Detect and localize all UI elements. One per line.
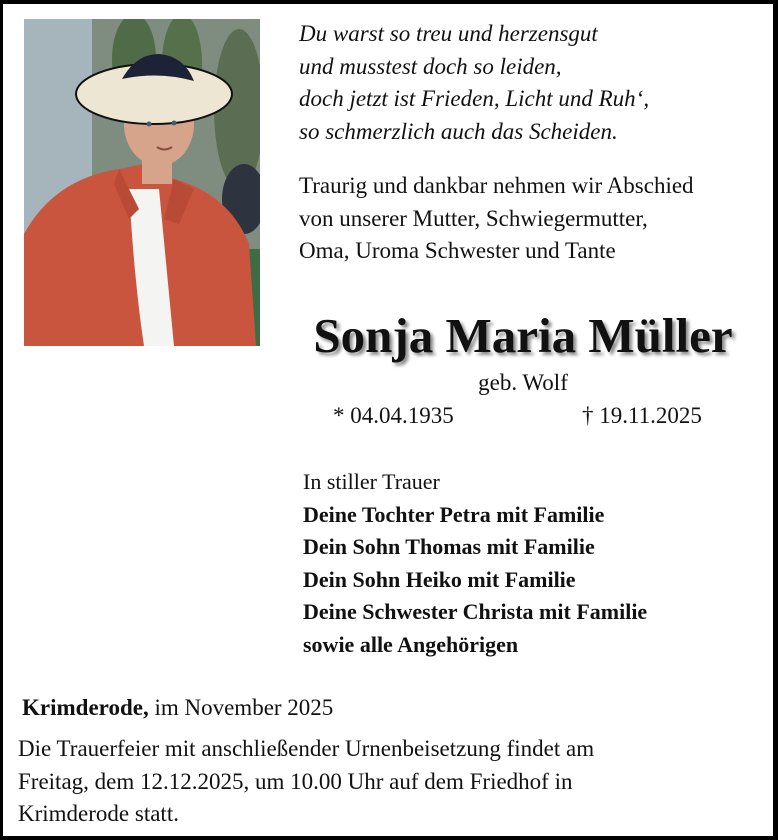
mourner-item: Deine Schwester Christa mit Familie — [303, 599, 648, 624]
place-name: Krimderode, — [22, 695, 149, 720]
mourners-block — [303, 466, 647, 661]
death-date: † 19.11.2025 — [582, 403, 702, 428]
deceased-name: Sonja Maria Müller — [313, 308, 733, 363]
mourning-heading: In stiller Trauer — [303, 469, 440, 494]
life-dates — [333, 400, 733, 432]
mourner-item: Deine Tochter Petra mit Familie — [303, 501, 605, 527]
mourner-item: Dein Sohn Thomas mit Familie — [303, 534, 595, 559]
intro-line: Traurig und dankbar nehmen wir Abschied — [299, 173, 694, 198]
poem-line: Du warst so treu und herzensgut — [299, 21, 598, 46]
farewell-intro — [299, 170, 694, 268]
mourners-list — [303, 499, 647, 662]
ceremony-line: Freitag, dem 12.12.2025, um 10.00 Uhr auf dem Friedhof in — [18, 768, 573, 794]
place-and-date — [22, 692, 333, 724]
publication-date: im November 2025 — [148, 695, 334, 720]
mourner-item: sowie alle Angehörigen — [303, 631, 519, 657]
poem-line: doch jetzt ist Frieden, Licht und Ruh‘, — [299, 86, 650, 111]
portrait-image — [24, 19, 260, 346]
funeral-notice — [18, 733, 758, 831]
portrait-photo — [24, 19, 260, 346]
mourner-item: Dein Sohn Heiko mit Familie — [303, 566, 576, 592]
maiden-name: geb. Wolf — [478, 370, 568, 395]
obituary-card — [3, 4, 773, 836]
ceremony-line: Die Trauerfeier mit anschließender Urnenbeisetzung findet am — [18, 736, 595, 761]
intro-line: von unserer Mutter, Schwiegermutter, — [299, 205, 648, 231]
ceremony-line: Krimderode statt. — [18, 801, 179, 826]
poem-verse — [299, 18, 649, 148]
poem-line: und musstest doch so leiden, — [299, 53, 562, 79]
poem-line: so schmerzlich auch das Scheiden. — [299, 118, 618, 144]
birth-date: * 04.04.1935 — [333, 403, 454, 428]
intro-line: Oma, Uroma Schwester und Tante — [299, 238, 616, 263]
